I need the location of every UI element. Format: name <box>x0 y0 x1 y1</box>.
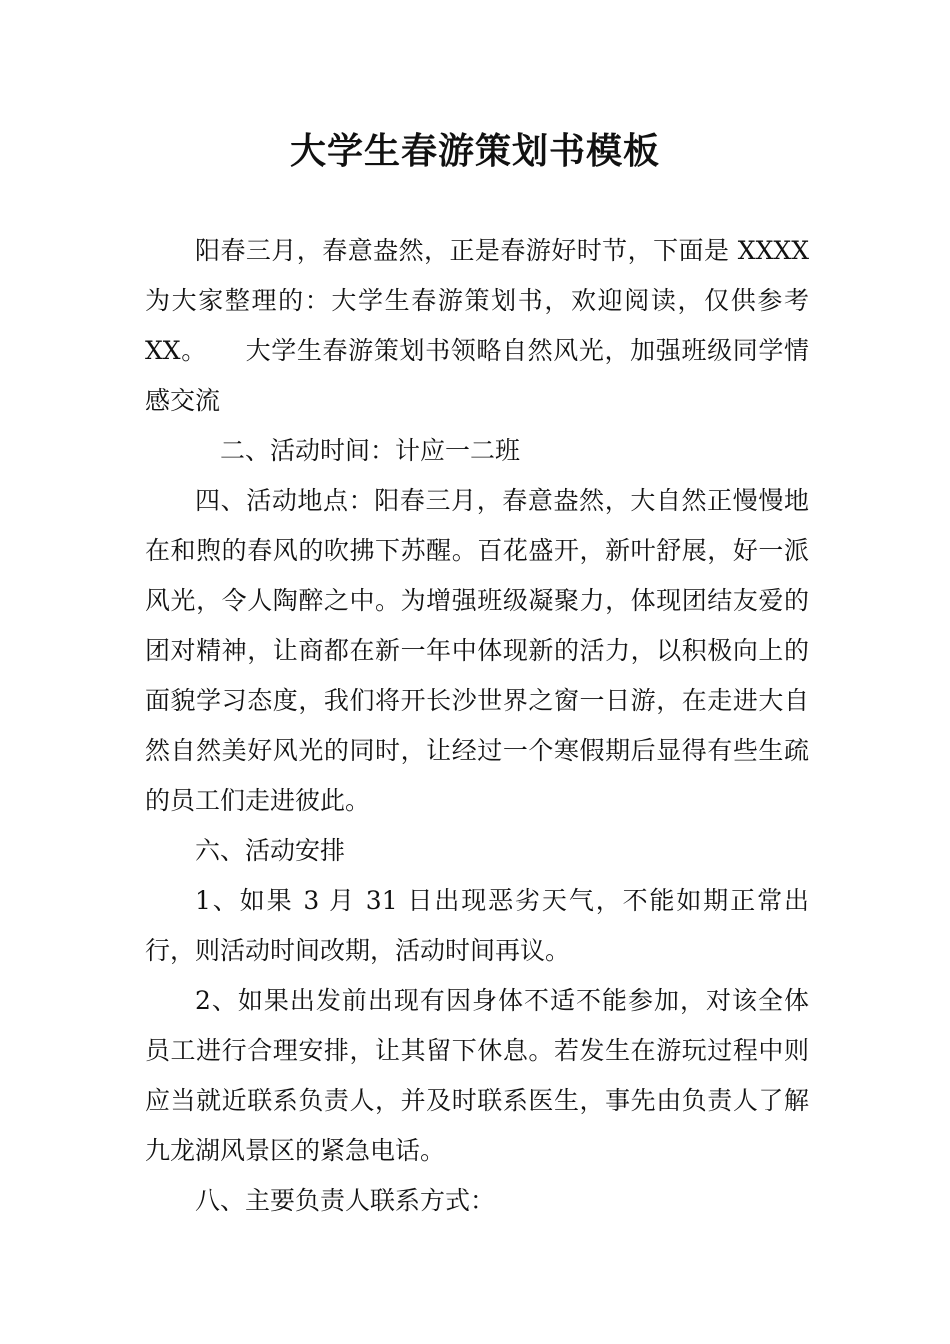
arrangement-item-2: 2、如果出发前出现有因身体不适不能参加，对该全体员工进行合理安排，让其留下休息。若发生在游玩过程中则应当就近联系负责人，并及时联系医生，事先由负责人了解九龙湖风景区的紧急电话。 <box>145 986 809 1165</box>
document-body <box>145 226 809 1226</box>
activity-location-paragraph: 四、活动地点：阳春三月，春意盎然，大自然正慢慢地在和煦的春风的吹拂下苏醒。百花盛开，新叶舒展，好一派风光，令人陶醉之中。为增强班级凝聚力，体现团结友爱的团对精神，让商都在新一年中体现新的活力，以积极向上的面貌学习态度，我们将开长沙世界之窗一日游，在走进大自然自然美好风光的同时，让经过一个寒假期后显得有些生疏的员工们走进彼此。 <box>145 486 809 815</box>
activity-arrangement-heading: 六、活动安排 <box>195 836 346 865</box>
contact-heading: 八、主要负责人联系方式： <box>195 1186 496 1215</box>
arrangement-item-1: 1、如果 3 月 31 日出现恶劣天气，不能如期正常出行，则活动时间改期，活动时间再议。 <box>145 886 809 965</box>
intro-paragraph: 阳春三月，春意盎然，正是春游好时节，下面是 XXXX 为大家整理的：大学生春游策划书，欢迎阅读，仅供参考 XX。 大学生春游策划书领略自然风光，加强班级同学情感交流 <box>145 236 809 415</box>
document-title: 大学生春游策划书模板 <box>289 131 660 172</box>
activity-time-paragraph: 二、活动时间：计应一二班 <box>220 436 521 465</box>
